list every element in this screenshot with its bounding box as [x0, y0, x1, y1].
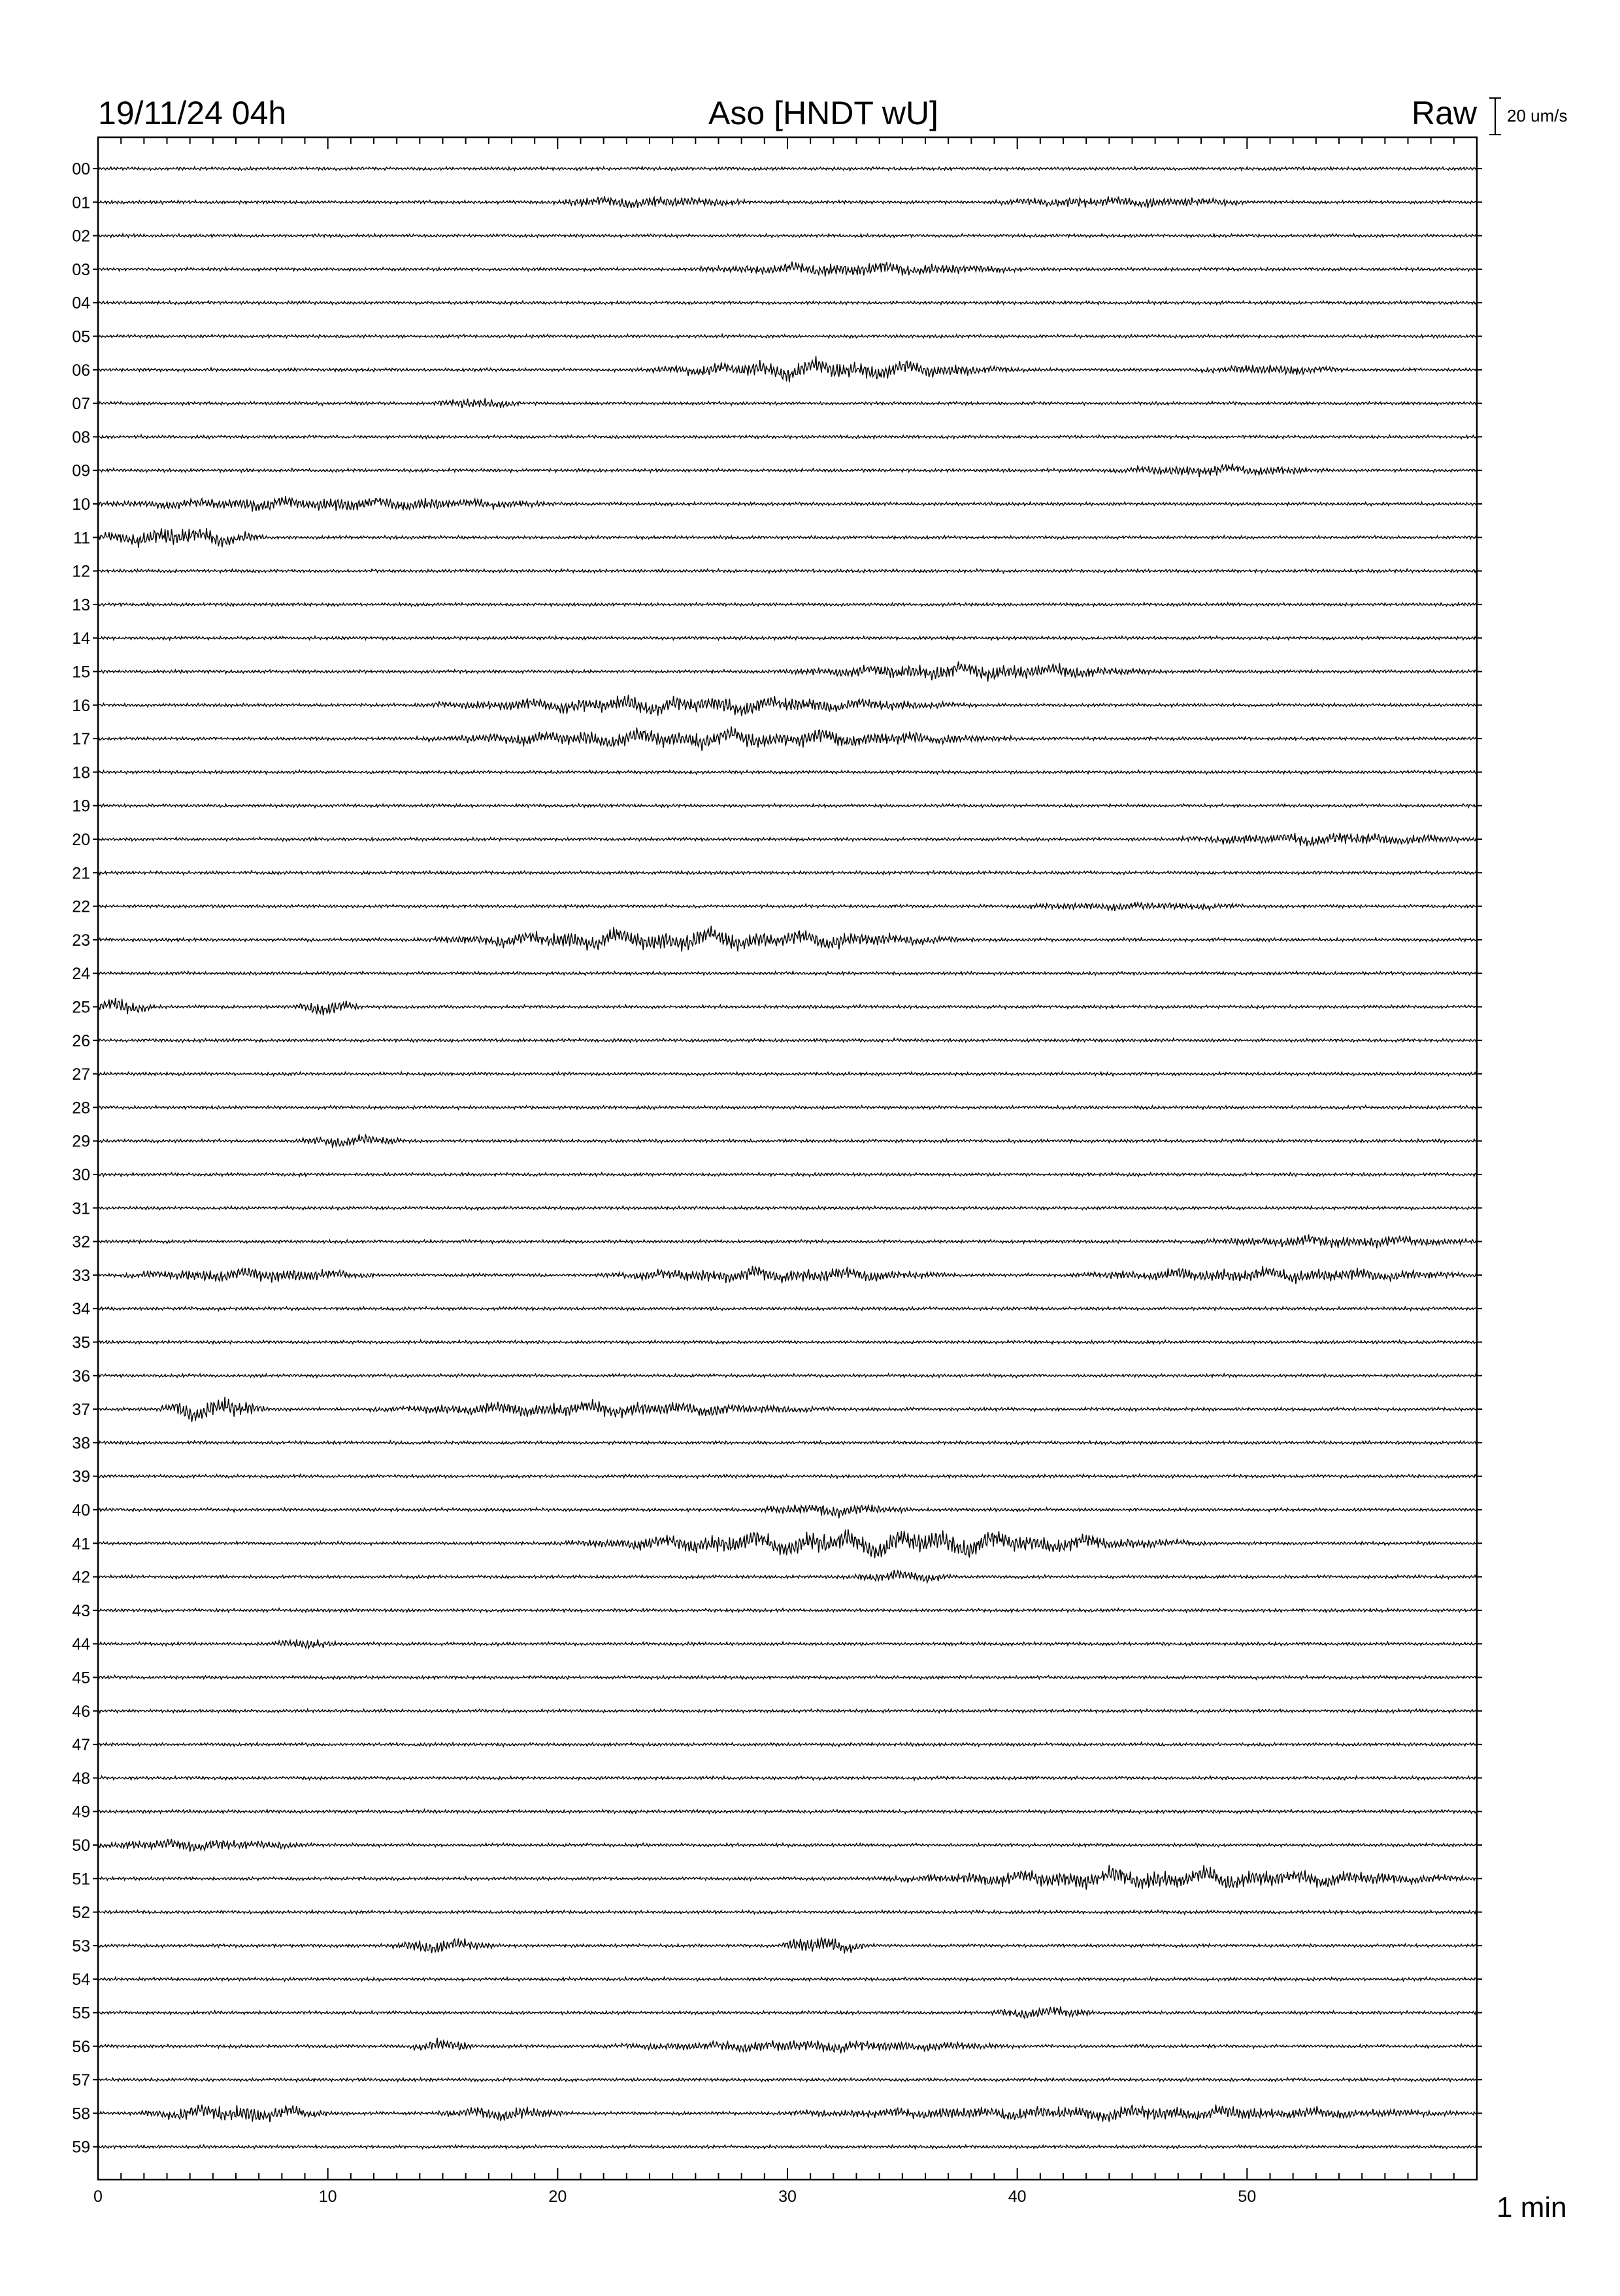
- row-label-57: 57: [72, 2071, 90, 2090]
- row-label-53: 53: [72, 1937, 90, 1955]
- row-label-25: 25: [72, 998, 90, 1017]
- x-tick-label-40: 40: [1008, 2188, 1027, 2206]
- row-label-45: 45: [72, 1669, 90, 1688]
- row-label-05: 05: [72, 327, 90, 346]
- row-label-20: 20: [72, 831, 90, 849]
- row-label-47: 47: [72, 1736, 90, 1755]
- row-label-51: 51: [72, 1870, 90, 1889]
- row-label-23: 23: [72, 931, 90, 950]
- row-label-52: 52: [72, 1903, 90, 1922]
- row-label-10: 10: [72, 495, 90, 514]
- x-tick-label-30: 30: [778, 2188, 797, 2206]
- row-label-28: 28: [72, 1099, 90, 1118]
- row-label-09: 09: [72, 461, 90, 480]
- row-label-21: 21: [72, 864, 90, 883]
- row-label-26: 26: [72, 1031, 90, 1050]
- row-label-37: 37: [72, 1401, 90, 1420]
- row-label-34: 34: [72, 1300, 90, 1319]
- x-unit-label: 1 min: [1496, 2191, 1567, 2223]
- row-label-03: 03: [72, 260, 90, 279]
- row-label-49: 49: [72, 1803, 90, 1822]
- row-label-46: 46: [72, 1702, 90, 1721]
- row-label-08: 08: [72, 428, 90, 447]
- row-label-38: 38: [72, 1434, 90, 1453]
- row-label-41: 41: [72, 1535, 90, 1554]
- row-label-40: 40: [72, 1501, 90, 1520]
- row-label-14: 14: [72, 629, 90, 648]
- scale-bar-label: 20 um/s: [1507, 106, 1568, 125]
- row-label-35: 35: [72, 1333, 90, 1352]
- row-label-18: 18: [72, 763, 90, 782]
- row-label-07: 07: [72, 395, 90, 414]
- row-label-50: 50: [72, 1837, 90, 1855]
- row-label-06: 06: [72, 361, 90, 380]
- row-label-00: 00: [72, 160, 90, 178]
- row-label-30: 30: [72, 1166, 90, 1184]
- row-label-33: 33: [72, 1266, 90, 1285]
- row-label-15: 15: [72, 663, 90, 682]
- row-label-42: 42: [72, 1568, 90, 1587]
- row-label-22: 22: [72, 897, 90, 916]
- header-mode: Raw: [1411, 95, 1477, 131]
- row-label-24: 24: [72, 965, 90, 984]
- row-label-36: 36: [72, 1367, 90, 1386]
- x-tick-label-10: 10: [318, 2188, 337, 2206]
- x-tick-label-20: 20: [548, 2188, 567, 2206]
- row-label-13: 13: [72, 595, 90, 614]
- x-tick-label-50: 50: [1238, 2188, 1257, 2206]
- row-label-32: 32: [72, 1233, 90, 1252]
- row-label-43: 43: [72, 1601, 90, 1620]
- row-label-01: 01: [72, 193, 90, 212]
- header-station: Aso [HNDT wU]: [708, 95, 938, 131]
- row-label-48: 48: [72, 1769, 90, 1788]
- row-label-29: 29: [72, 1132, 90, 1151]
- row-label-12: 12: [72, 562, 90, 581]
- row-label-11: 11: [73, 529, 90, 548]
- row-label-27: 27: [72, 1065, 90, 1084]
- x-tick-label-0: 0: [93, 2188, 103, 2206]
- row-label-17: 17: [72, 730, 90, 749]
- row-label-59: 59: [72, 2138, 90, 2157]
- row-label-55: 55: [72, 2004, 90, 2023]
- row-label-56: 56: [72, 2037, 90, 2056]
- row-label-54: 54: [72, 1971, 90, 1989]
- header-datetime: 19/11/24 04h: [98, 95, 287, 131]
- row-label-39: 39: [72, 1467, 90, 1486]
- row-label-19: 19: [72, 797, 90, 816]
- row-label-04: 04: [72, 294, 90, 313]
- row-label-44: 44: [72, 1635, 90, 1654]
- row-label-31: 31: [72, 1199, 90, 1218]
- row-label-16: 16: [72, 696, 90, 715]
- row-label-58: 58: [72, 2105, 90, 2123]
- row-label-02: 02: [72, 227, 90, 246]
